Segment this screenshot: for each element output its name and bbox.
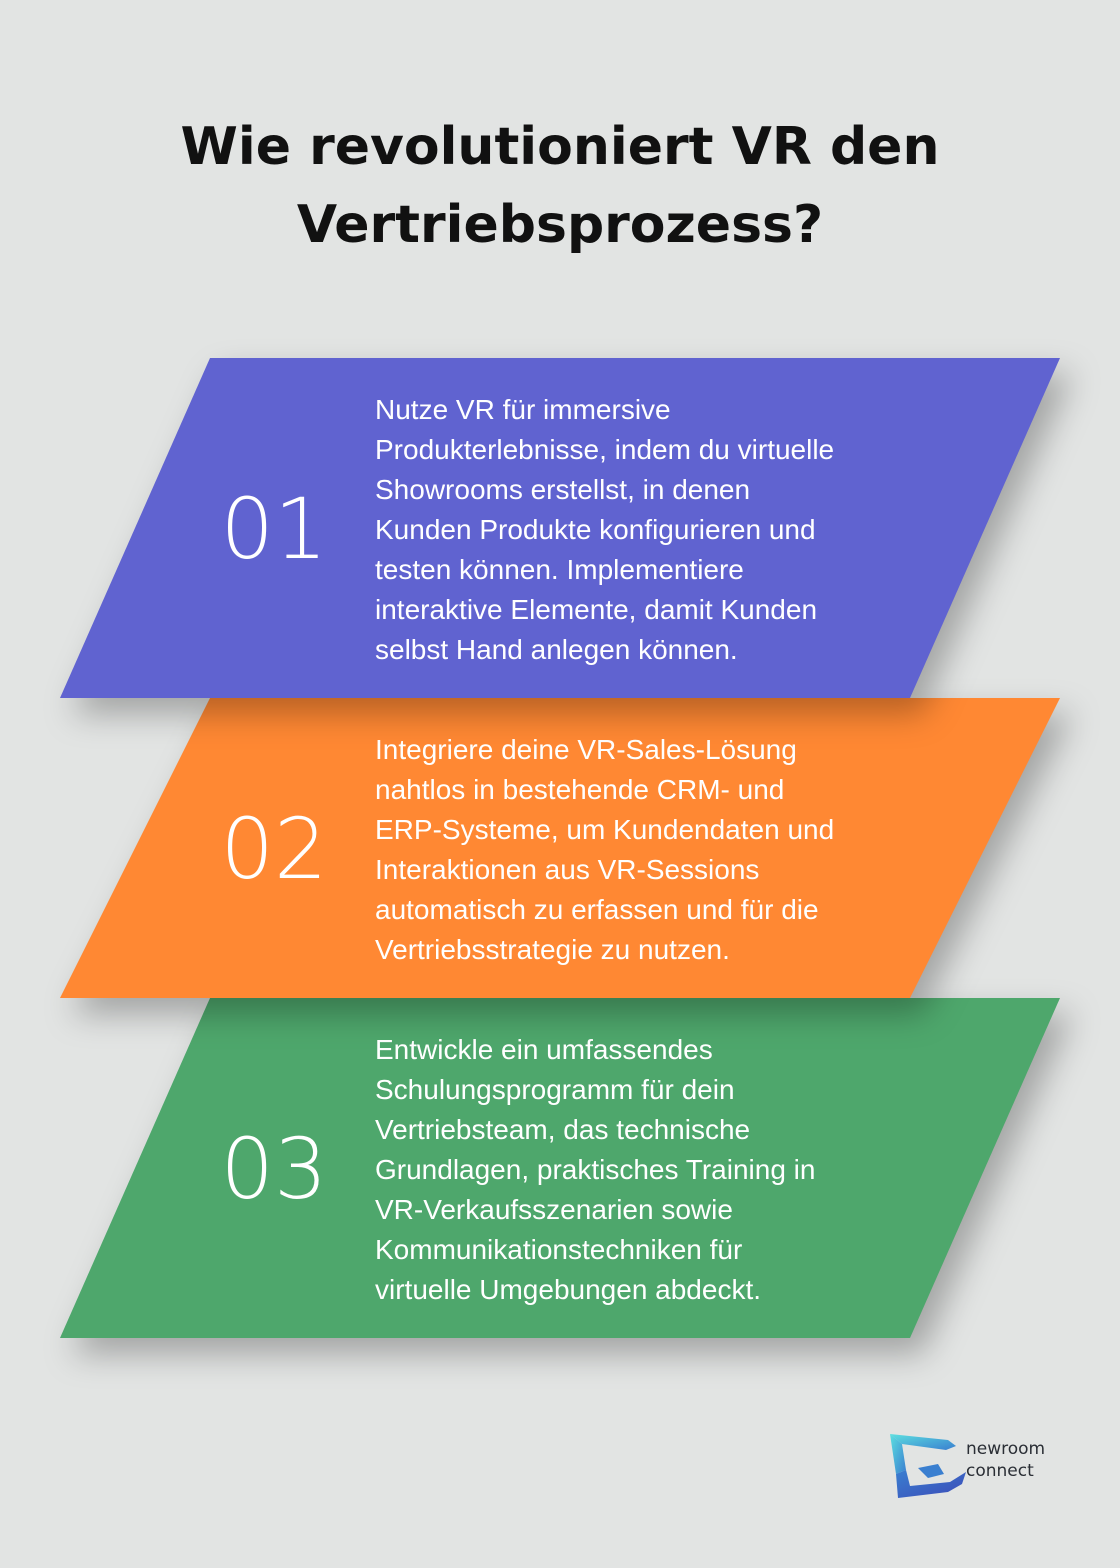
- step-1-line-1: Nutze VR für immersive: [375, 394, 671, 425]
- step-3-line-4: Grundlagen, praktisches Training in: [375, 1154, 816, 1185]
- step-1-line-5: testen können. Implementiere: [375, 554, 744, 585]
- step-1-line-3: Showrooms erstellst, in denen: [375, 474, 751, 505]
- step-1-line-4: Kunden Produkte konfigurieren und: [375, 514, 816, 545]
- newroom-connect-logo-icon: [888, 1430, 968, 1502]
- logo-wordmark: [966, 1438, 1045, 1482]
- step-2-line-5: automatisch zu erfassen und für die: [375, 894, 819, 925]
- logo-text-line-1: newroom: [966, 1439, 1046, 1459]
- step-number-1: 01: [220, 480, 328, 578]
- step-card-1: [0, 358, 1120, 698]
- step-1-line-6: interaktive Elemente, damit Kunden: [375, 594, 818, 625]
- step-text-2: [375, 730, 915, 970]
- step-3-line-6: Kommunikationstechniken für: [375, 1234, 743, 1265]
- step-3-line-3: Vertriebsteam, das technische: [375, 1114, 751, 1145]
- logo-text-line-2: connect: [966, 1461, 1034, 1481]
- step-number-3: 03: [220, 1120, 328, 1218]
- step-2-line-6: Vertriebsstrategie zu nutzen.: [375, 934, 730, 965]
- step-card-2: [0, 698, 1120, 998]
- step-text-1: [375, 390, 915, 670]
- step-2-line-3: ERP-Systeme, um Kundendaten und: [375, 814, 835, 845]
- step-3-line-1: Entwickle ein umfassendes: [375, 1034, 713, 1065]
- step-1-line-2: Produkterlebnisse, indem du virtuelle: [375, 434, 835, 465]
- step-1-line-7: selbst Hand anlegen können.: [375, 634, 738, 665]
- newroom-connect-logo: [888, 1430, 1068, 1502]
- page-title-line-1: Wie revolutioniert VR den: [180, 117, 940, 177]
- step-2-line-4: Interaktionen aus VR-Sessions: [375, 854, 760, 885]
- step-3-line-5: VR-Verkaufsszenarien sowie: [375, 1194, 733, 1225]
- step-text-3: [375, 1030, 915, 1310]
- step-number-2: 02: [220, 800, 328, 898]
- step-2-line-2: nahtlos in bestehende CRM- und: [375, 774, 785, 805]
- step-3-line-7: virtuelle Umgebungen abdeckt.: [375, 1274, 762, 1305]
- step-2-line-1: Integriere deine VR-Sales-Lösung: [375, 734, 797, 765]
- step-card-3: [0, 998, 1120, 1338]
- page-title-line-2: Vertriebsprozess?: [296, 195, 824, 255]
- step-3-line-2: Schulungsprogramm für dein: [375, 1074, 735, 1105]
